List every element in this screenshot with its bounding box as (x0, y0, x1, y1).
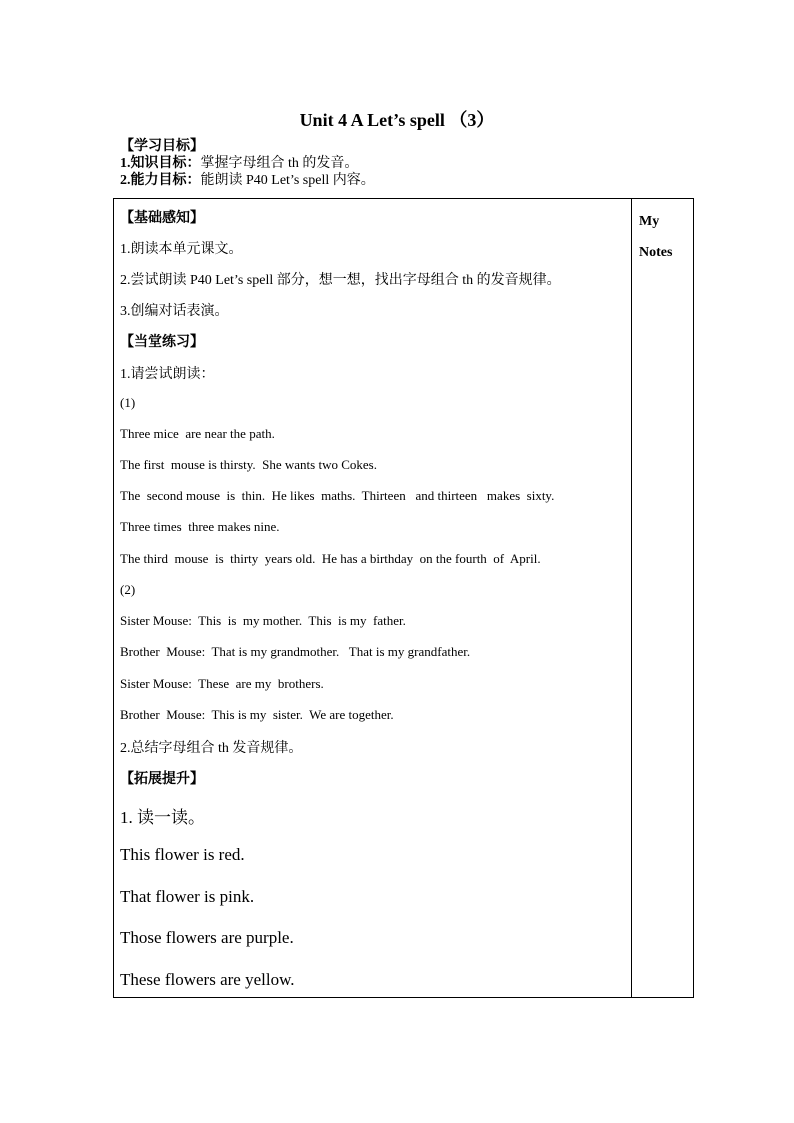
dialogue-line: Brother Mouse: That is my grandmother. That is my grandfather. (120, 644, 471, 659)
objective-text: 能朗读 P40 Let’s spell 内容。 (200, 173, 375, 188)
dialogue-line: Brother Mouse: This is my sister. We are together. (120, 707, 394, 722)
section-heading-basic: 【基础感知】 (120, 211, 204, 226)
notes-label-line: My (639, 214, 660, 229)
passage-label: (1) (120, 395, 136, 410)
passage-line: The third mouse is thirty years old. He has a birthday on the fourth of April. (120, 551, 541, 566)
passage-line: The second mouse is thin. He likes maths. Thirteen and thirteen makes sixty. (120, 488, 555, 503)
reading-line: This flower is red. (120, 845, 245, 864)
objective-ability (120, 172, 375, 189)
passage-line: The first mouse is thirsty. She wants two Cokes. (120, 457, 377, 472)
reading-line: That flower is pink. (120, 887, 255, 906)
notes-label-line: Notes (639, 245, 673, 260)
section-heading-extension: 【拓展提升】 (120, 772, 204, 787)
reading-line: These flowers are yellow. (120, 970, 295, 989)
list-item: 1.朗读本单元课文。 (120, 242, 243, 257)
objectives-heading: 【学习目标】 (120, 139, 204, 154)
extension-intro: 1. 读一读。 (120, 808, 205, 827)
passage-line: Three mice are near the path. (120, 426, 275, 441)
objective-text: 掌握字母组合 th 的发音。 (200, 156, 359, 171)
practice-intro: 1.请尝试朗读： (120, 367, 215, 382)
dialogue-line: Sister Mouse: This is my mother. This is my father. (120, 613, 406, 628)
objective-knowledge (120, 155, 375, 172)
my-notes-label (639, 206, 672, 268)
passage-label: (2) (120, 582, 136, 597)
practice-summary: 2.总结字母组合 th 发音规律。 (120, 741, 303, 756)
dialogue-line: Sister Mouse: These are my brothers. (120, 676, 324, 691)
list-item: 2.尝试朗读 P40 Let’s spell 部分，想一想，找出字母组合 th 的发音规律。 (120, 273, 561, 288)
reading-line: Those flowers are purple. (120, 928, 294, 947)
section-heading-practice: 【当堂练习】 (120, 335, 204, 350)
my-notes-column (631, 199, 694, 997)
list-item: 3.创编对话表演。 (120, 304, 229, 319)
lesson-table (113, 198, 694, 998)
objective-label: 2.能力目标： (120, 173, 201, 188)
page-title: Unit 4 A Let’s spell （3） (299, 110, 495, 130)
passage-line: Three times three makes nine. (120, 519, 280, 534)
objective-label: 1.知识目标： (120, 156, 201, 171)
learning-objectives (120, 138, 375, 189)
